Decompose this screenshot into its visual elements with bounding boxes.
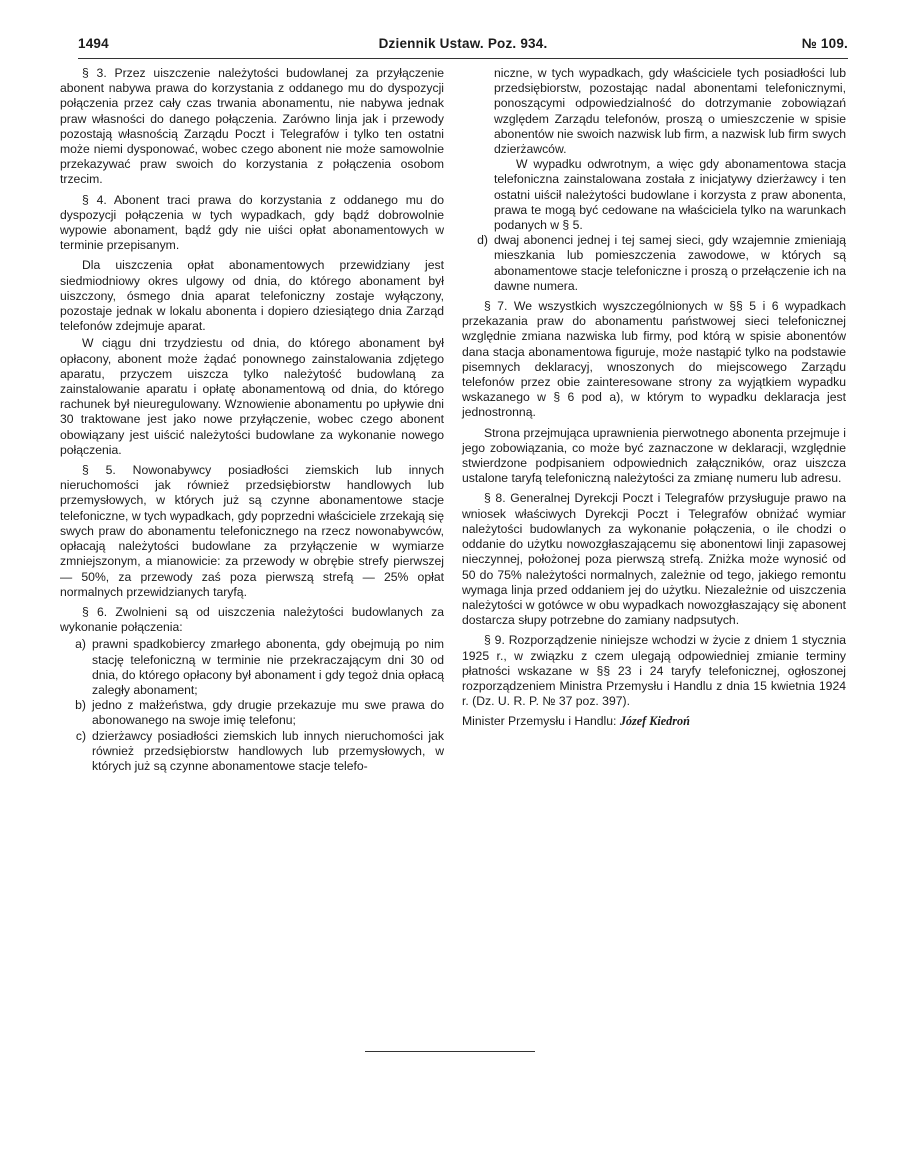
list-marker: c) — [75, 728, 86, 743]
section-6-list — [60, 637, 444, 774]
section-7: § 7. We wszystkich wyszczególnionych w §§ 5 i 6 wypadkach przekazania praw do abonamentu państwowej sieci telefonicznej względnie zmiana nazwiska lub firmy, pod którą w spisie abonentów dana stacja abonamentowa figuruje, może nastąpić tylko na podstawie pisemnych deklaracyj, wnoszonych do miejscowego Zarządu telefonów przez obie zainteresowane strony za wyjątkiem wypadku wskazanego w § 6 pod a), w którym to wypadku deklaracja jest jednostronną. — [462, 299, 846, 420]
list-item — [60, 729, 444, 775]
section-7-obligations: Strona przejmująca uprawnienia pierwotnego abonenta przejmuje i jego zobowiązania, co może być zaznaczone w deklaracji, względnie stwierdzone podpisaniem odpowiednich załączników, oraz uiszcza ustalone taryfą telefoniczną należytości za zmianę numeru lub adresu. — [462, 425, 846, 486]
list-item — [60, 698, 444, 728]
end-rule — [365, 1051, 535, 1052]
list-text: prawni spadkobiercy zmarłego abonenta, gdy obejmują po nim stację telefoniczną w terminie nie przekraczającym dni 30 od dnia, do którego opłacony był abonament i gdy tegoż dnia opłacą zaległy abonament; — [92, 637, 444, 697]
list-marker: b) — [75, 698, 86, 713]
section-6: § 6. Zwolnieni są od uiszczenia należytości budowlanych za wykonanie połączenia: — [60, 604, 444, 635]
signature — [462, 714, 846, 729]
header-rule — [78, 58, 848, 59]
signature-label: Minister Przemysłu i Handlu: — [462, 714, 617, 729]
section-9: § 9. Rozporządzenie niniejsze wchodzi w życie z dniem 1 stycznia 1925 r., w związku z czem ulegają odpowiedniej zmianie terminy płatności wskazane w §§ 23 i 24 taryfy telefonicznej, ogłoszonej rozporządzeniem Ministra Przemysłu i Handlu z dnia 15 kwietnia 1924 r. (Dz. U. R. P. № 37 poz. 397). — [462, 633, 846, 709]
section-4-reconnection: W ciągu dni trzydziestu od dnia, do którego abonament był opłacony, abonent może żądać ponownego zainstalowania zdjętego aparatu, przyczem uiszcza tylko należytość budowlaną za zainstalowanie aparatu i opłatę abonamentową od dnia, do którego rachunek był nieuregulowany. Wznowienie abonamentu po upływie dni 30 traktowane jest jako nowe przyłączenie, wobec czego abonent obowiązany jest uiścić należytości budowlane za wykonanie nowego połączenia. — [60, 336, 444, 457]
section-5: § 5. Nowonabywcy posiadłości ziemskich lub innych nieruchomości jak również przedsiębiorstw handlowych lub przemysłowych, w których już są czynne abonamentowe stacje telefoniczne, w tych wypadkach, gdy poprzedni właściciele zrzekają się swych praw do abonamentu telefonicznego na rzecz nowonabywców, opłacają należytości budowlane za przyłączenie w wymiarze zmniejszonym, a mianowicie: za przewody w obrębie strefy pierwszej — 50%, za przewody zaś poza pierwszą strefą — 25% opłat normalnych przewidzianych taryfą. — [60, 463, 444, 599]
list-text: jedno z małżeństwa, gdy drugie przekazuje mu swe prawa do abonowanego na swoje imię telefonu; — [92, 698, 444, 728]
item-c-continuation — [462, 66, 846, 294]
signature-name: Józef Kiedroń — [619, 714, 690, 729]
page-header — [78, 36, 848, 58]
list-marker: a) — [75, 637, 86, 652]
list-marker: d) — [477, 233, 488, 248]
list-text — [494, 157, 846, 233]
section-3: § 3. Przez uiszczenie należytości budowlanej za przyłączenie abonent nabywa prawa do korzystania z oddanego mu do dyspozycji połączenia przez cały czas trwania abonamentu, nie nabywa jednak praw własności do danego połączenia. Zarówno linja jak i przewody pozostają własnością Zarządu Poczt i Telegrafów i tylko ten ostatni może niemi dysponować, wobec czego abonent nie może samowolnie przekazywać praw swoich do korzystania z połączenia osobom trzecim. — [60, 66, 444, 187]
issue-number: № 109. — [801, 36, 848, 51]
left-column — [60, 66, 444, 779]
list-text: dzierżawcy posiadłości ziemskich lub innych nieruchomości jak również przedsiębiorstw handlowych lub przemysłowych, w których już są czynne abonamentowe stacje telefo- — [92, 728, 444, 773]
section-4-grace-period: Dla uiszczenia opłat abonamentowych przewidziany jest siedmiodniowy okres ulgowy od dnia, do którego abonament był uiszczony, ósmego dnia aparat telefoniczny zostaje wyłączony, pozostaje jednak w lokalu abonenta i dopiero dziesiątego dnia Zarząd telefonów zdejmuje aparat. — [60, 258, 444, 334]
list-item — [60, 637, 444, 698]
list-item — [462, 66, 846, 157]
item-c-second-paragraph: W wypadku odwrotnym, a więc gdy abonamentowa stacja telefoniczna zainstalowana została z inicjatywy dzierżawcy i ten ostatni uiścił należytości budowlane i korzysta z praw abonenta, prawa te mogą być cedowane na właściciela tylko na warunkach podanych w § 5. — [494, 157, 846, 233]
list-text: dwaj abonenci jednej i tej samej sieci, gdy wzajemnie zmieniają mieszkania lub pomieszczenia zawodowe, w których są abonamentowe stacje telefoniczne i proszą o przełączenie ich na dawne numera. — [494, 233, 846, 293]
journal-title: Dziennik Ustaw. Poz. 934. — [378, 36, 548, 51]
list-text: niczne, w tych wypadkach, gdy właściciele tych posiadłości lub przedsiębiorstw, pozostając nadal abonentami telefonicznymi, ponoszącymi odpowiedzialność do dotrzymanie zobowiązań względem Zarządu telefonów, proszą o umieszczenie w spisie abonentów nie swoich nazwisk lub firm, a nazwisk lub firm swych dzierżawców. — [494, 66, 846, 157]
list-item — [462, 157, 846, 233]
page-number: 1494 — [78, 36, 109, 51]
section-8: § 8. Generalnej Dyrekcji Poczt i Telegrafów przysługuje prawo na wniosek właściwych Dyrekcji Poczt i Telegrafów obniżać wymiar należytości budowlanych za wykonanie połączenia, o ile chodzi o oddanie do użytku nowozgłaszającemu się abonentowi linji zapasowej nieczynnej, położonej poza pierwszą strefą. Zniżka może wynosić od 50 do 75% należytości normalnych, zależnie od tego, jakiego remontu wymaga linja przed oddaniem jej do użytku. Niezależnie od uiszczenia należytości w gotówce w obu wypadkach nowozgłaszający się abonent dostarcza słupy potrzebne do zamiany nadpsutych. — [462, 491, 846, 628]
list-item — [462, 233, 846, 294]
right-column — [462, 66, 846, 735]
section-4: § 4. Abonent traci prawa do korzystania z oddanego mu do dyspozycji połączenia w tych wypadkach, gdy bądź dobrowolnie wypowie abonament, bądź gdy nie uiści opłat abonamentowych w terminie przepisanym. — [60, 192, 444, 253]
